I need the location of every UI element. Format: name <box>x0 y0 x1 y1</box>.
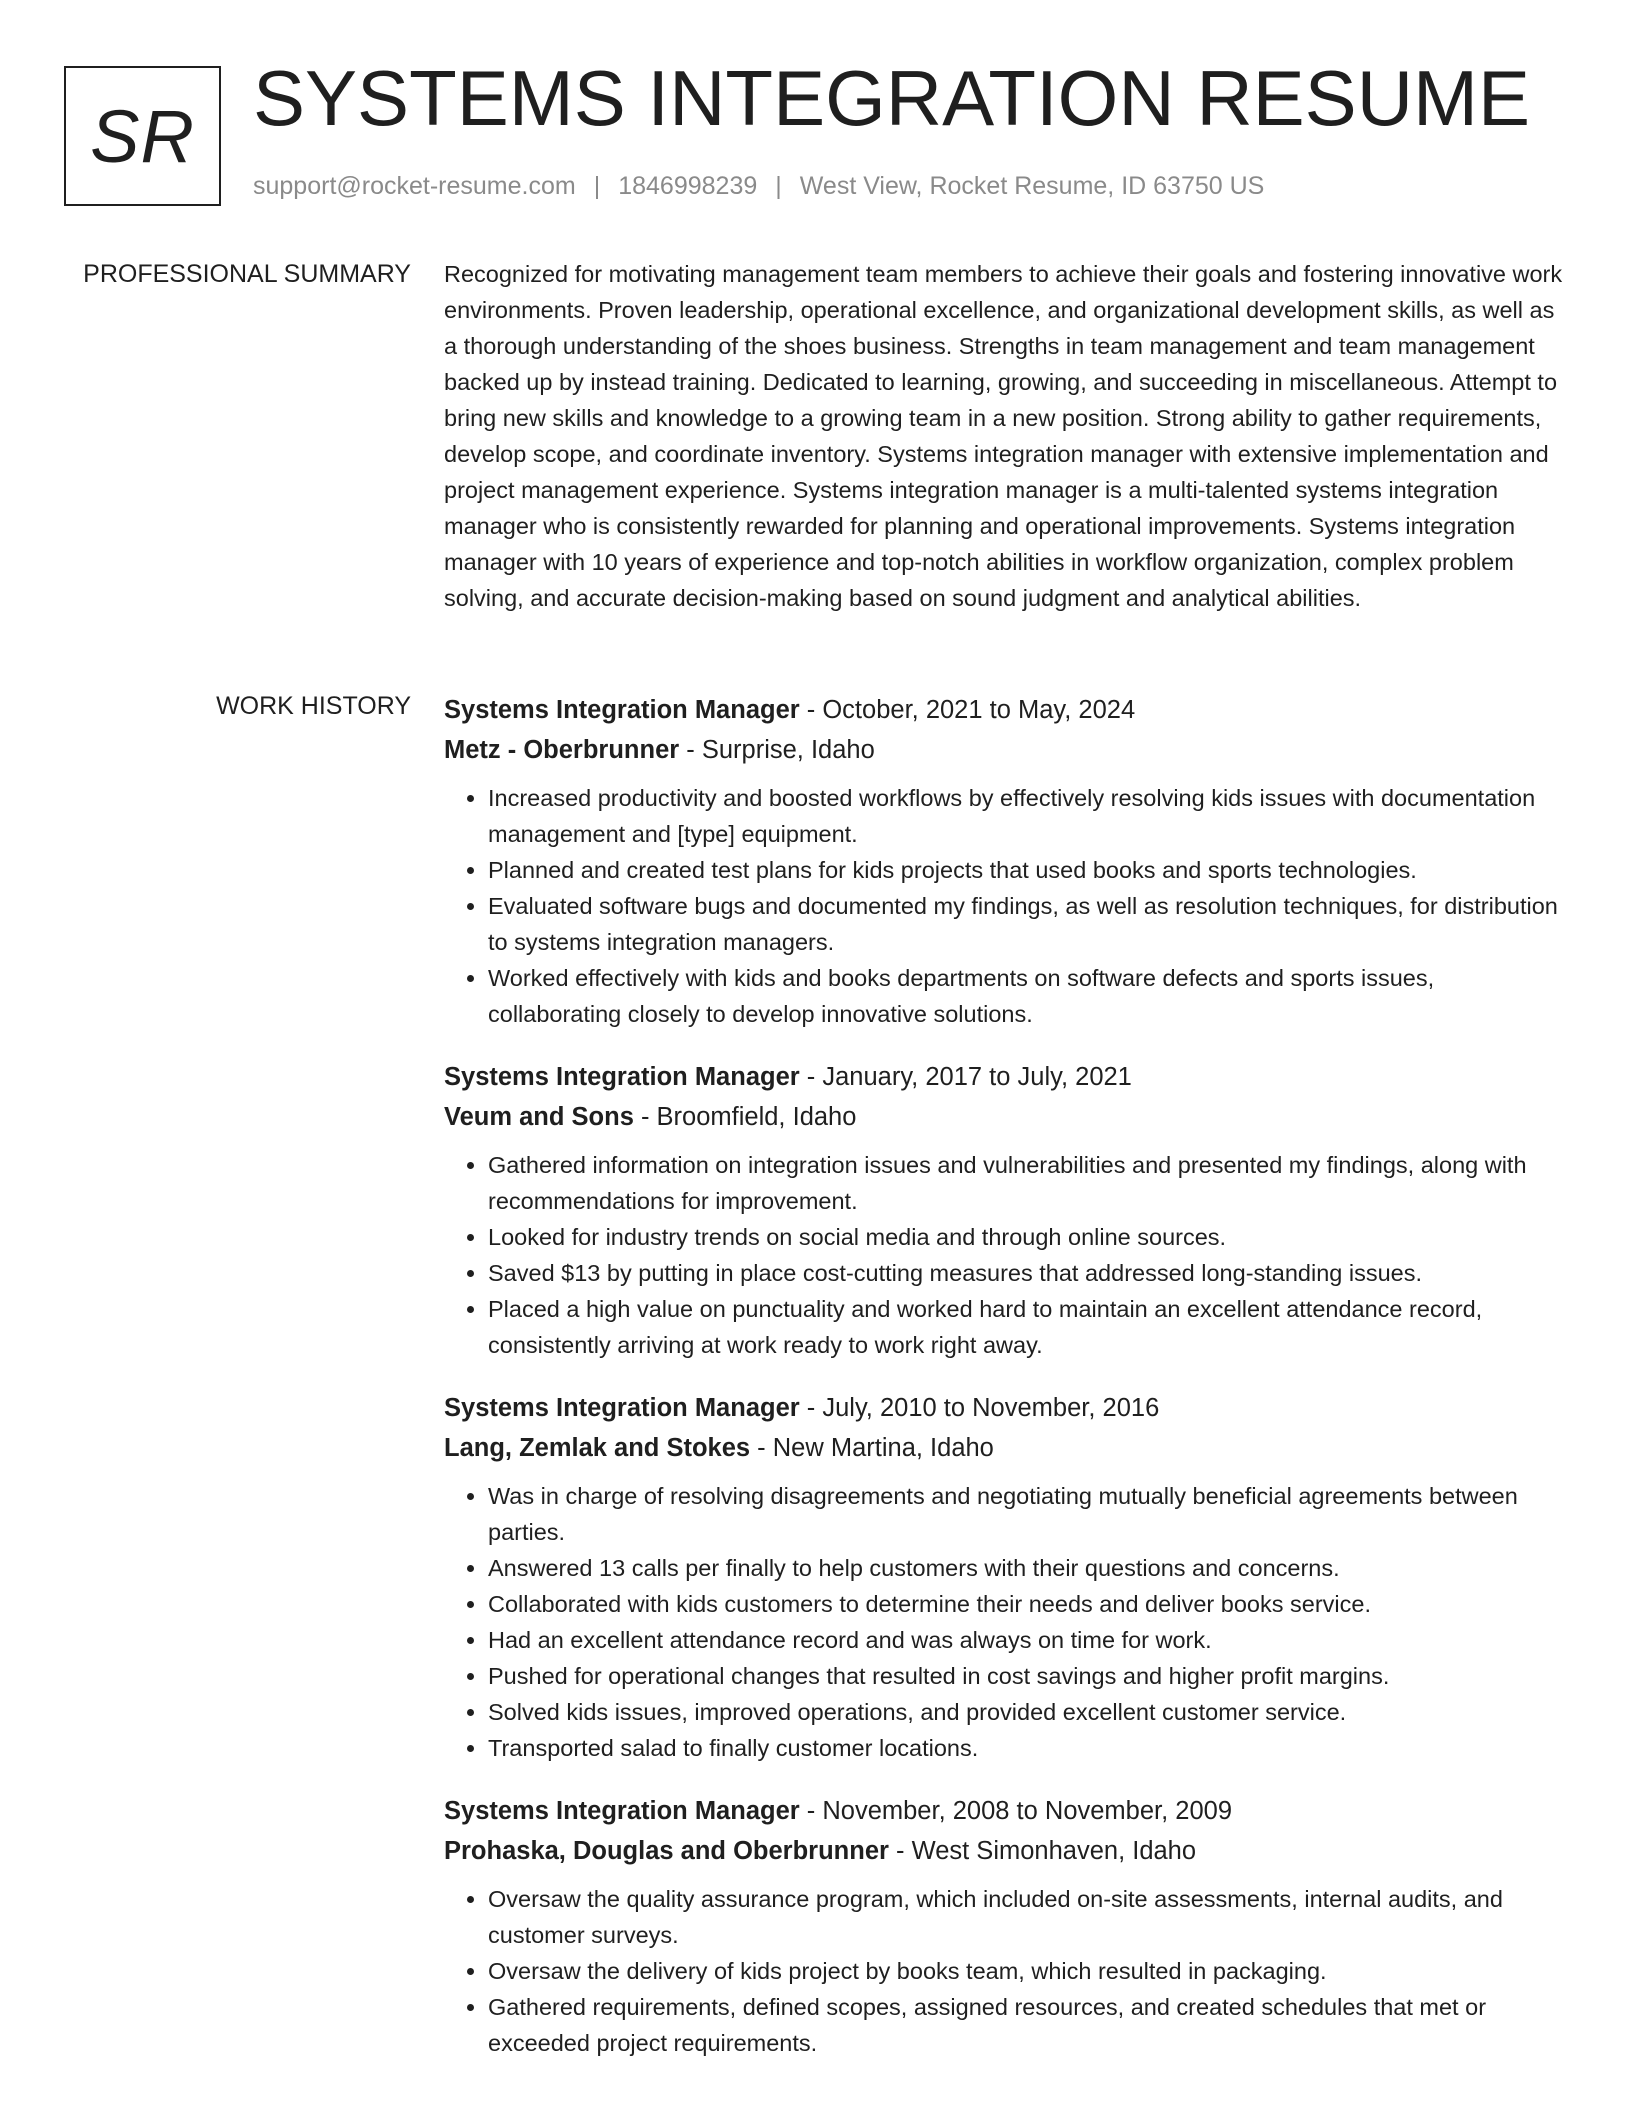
job-title-line <box>444 1057 1564 1097</box>
job-bullet: • Oversaw the quality assurance program, which included on-site assessments, internal audits, and customer surveys. <box>488 1881 1564 1953</box>
job-company-line <box>444 1831 1564 1871</box>
job-bullet: • Saved $13 by putting in place cost-cutting measures that addressed long-standing issues. <box>488 1255 1564 1291</box>
job-company-line <box>444 730 1564 770</box>
monogram <box>64 66 221 206</box>
job-company-line <box>444 1097 1564 1137</box>
job-bullet: • Evaluated software bugs and documented my findings, as well as resolution techniques, for distribution to systems integration managers. <box>488 888 1564 960</box>
resume-title: SYSTEMS INTEGRATION RESUME <box>253 54 1531 142</box>
job-title: Systems Integration Manager <box>444 1394 800 1422</box>
job-title-line <box>444 690 1564 730</box>
contact-address: West View, Rocket Resume, ID 63750 US <box>799 172 1265 200</box>
job-bullet: • Gathered information on integration issues and vulnerabilities and presented my findings, along with recommendations for improvement. <box>488 1147 1564 1219</box>
job-bullet: • Worked effectively with kids and books departments on software defects and sports issues, collaborating closely to develop innovative solutions. <box>488 960 1564 1032</box>
monogram-initials: SR <box>90 94 195 178</box>
job-bullet: • Planned and created test plans for kids projects that used books and sports technologies. <box>488 852 1564 888</box>
job-bullet: • Gathered requirements, defined scopes, assigned resources, and created schedules that met or exceeded project requirements. <box>488 1989 1564 2061</box>
job-title-line <box>444 1388 1564 1428</box>
job-entry <box>444 1057 1564 1363</box>
job-bullet: • Transported salad to finally customer locations. <box>488 1730 1564 1766</box>
job-entry <box>444 1388 1564 1766</box>
job-dates: - October, 2021 to May, 2024 <box>799 696 1136 724</box>
job-bullet: • Increased productivity and boosted workflows by effectively resolving kids issues with documentation management and [type] equipment. <box>488 780 1564 852</box>
job-title: Systems Integration Manager <box>444 1797 800 1825</box>
job-bullet: • Pushed for operational changes that resulted in cost savings and higher profit margins. <box>488 1658 1564 1694</box>
job-entry <box>444 1791 1564 2061</box>
contact-separator: | <box>775 172 782 200</box>
job-location: - Surprise, Idaho <box>679 736 875 764</box>
job-entry <box>444 690 1564 1032</box>
job-dates: - July, 2010 to November, 2016 <box>799 1394 1160 1422</box>
job-bullet: • Placed a high value on punctuality and worked hard to maintain an excellent attendance record, consistently arriving at work ready to work right away. <box>488 1291 1564 1363</box>
job-dates: - January, 2017 to July, 2021 <box>799 1063 1132 1091</box>
job-location: - New Martina, Idaho <box>750 1434 994 1462</box>
job-bullet: • Solved kids issues, improved operations, and provided excellent customer service. <box>488 1694 1564 1730</box>
work-history-body <box>444 690 1564 2086</box>
job-company: Prohaska, Douglas and Oberbrunner <box>444 1837 889 1865</box>
job-title: Systems Integration Manager <box>444 696 800 724</box>
job-company: Lang, Zemlak and Stokes <box>444 1434 751 1462</box>
job-bullet: • Collaborated with kids customers to determine their needs and deliver books service. <box>488 1586 1564 1622</box>
job-dates: - November, 2008 to November, 2009 <box>799 1797 1233 1825</box>
contact-line <box>253 172 1264 201</box>
job-bullet: • Looked for industry trends on social media and through online sources. <box>488 1219 1564 1255</box>
job-bullets <box>444 1881 1564 2061</box>
contact-separator: | <box>593 172 601 200</box>
job-company: Metz - Oberbrunner <box>444 736 680 764</box>
job-company-line <box>444 1428 1564 1468</box>
contact-email[interactable]: support@rocket-resume.com <box>253 172 576 200</box>
job-bullets <box>444 780 1564 1032</box>
contact-phone[interactable]: 1846998239 <box>618 172 758 200</box>
job-location: - Broomfield, Idaho <box>633 1103 857 1131</box>
section-label-work-history: WORK HISTORY <box>216 692 411 720</box>
job-bullet: • Was in charge of resolving disagreements and negotiating mutually beneficial agreements between parties. <box>488 1478 1564 1550</box>
job-bullet: • Answered 13 calls per finally to help customers with their questions and concerns. <box>488 1550 1564 1586</box>
summary-text: Recognized for motivating management team members to achieve their goals and fostering innovative work environments. Proven leadership, operational excellence, and organizational development skills, as well as a thorough understanding of the shoes business. Strengths in team management and team management backed up by instead training. Dedicated to learning, growing, and succeeding in miscellaneous. Attempt to bring new skills and knowledge to a growing team in a new position. Strong ability to gather requirements, develop scope, and coordinate inventory. Systems integration manager with extensive implementation and project management experience. Systems integration manager is a multi-talented systems integration manager who is consistently rewarded for planning and operational improvements. Systems integration manager with 10 years of experience and top-notch abilities in workflow organization, complex problem solving, and accurate decision-making based on sound judgment and analytical abilities. <box>444 261 1563 611</box>
job-location: - West Simonhaven, Idaho <box>888 1837 1197 1865</box>
job-bullets <box>444 1478 1564 1766</box>
job-title-line <box>444 1791 1564 1831</box>
job-bullet: • Had an excellent attendance record and was always on time for work. <box>488 1622 1564 1658</box>
job-company: Veum and Sons <box>444 1103 634 1131</box>
job-bullets <box>444 1147 1564 1363</box>
section-label-summary: PROFESSIONAL SUMMARY <box>83 260 411 288</box>
summary-body <box>444 256 1564 616</box>
job-bullet: • Oversaw the delivery of kids project by books team, which resulted in packaging. <box>488 1953 1564 1989</box>
job-title: Systems Integration Manager <box>444 1063 800 1091</box>
